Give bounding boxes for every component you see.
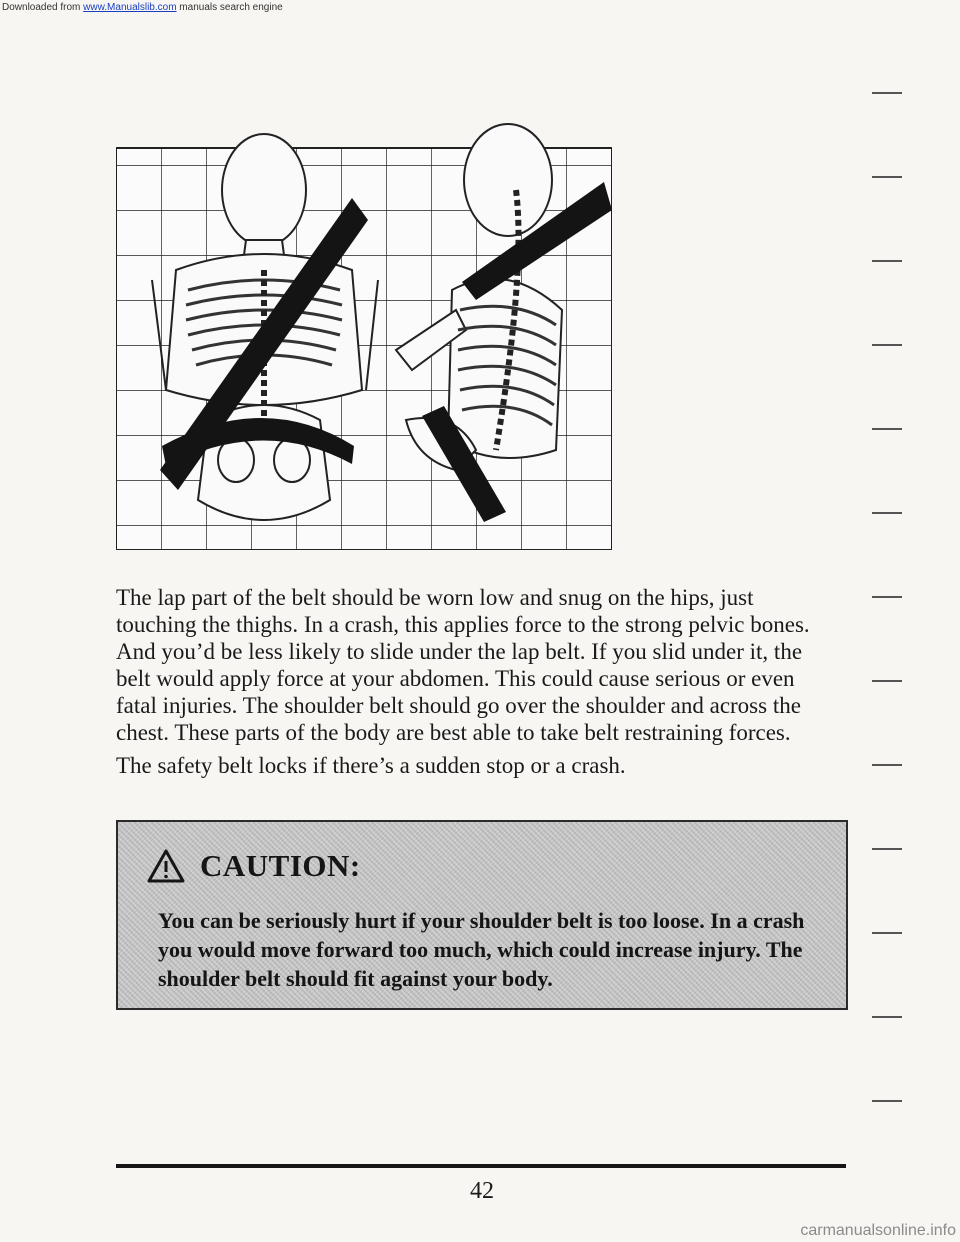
download-header	[0, 0, 960, 16]
footer-rule	[116, 1164, 846, 1168]
footer-watermark: carmanualsonline.info	[800, 1222, 956, 1239]
page-number: 42	[470, 1178, 494, 1204]
caution-title: CAUTION:	[200, 848, 361, 883]
caution-box	[116, 820, 848, 1010]
caution-text: You can be seriously hurt if your shoulder belt is too loose. In a crash you would move forward too much, which could increase injury. The shoulder belt should fit against your body.	[158, 908, 805, 991]
paragraph-belt-locks: The safety belt locks if there’s a sudden stop or a crash.	[116, 753, 626, 778]
body-text	[116, 584, 828, 785]
paragraph-lap-belt: The lap part of the belt should be worn low and snug on the hips, just touching the thighs. In a crash, this applies force to the strong pelvic bones. And you’d be less likely to slide under the lap belt. If you slid under it, the belt would apply force at your abdomen. This could cause serious or even fatal injuries. The shoulder belt should go over the shoulder and across the chest. These parts of the body are best able to take belt restraining forces.	[116, 585, 810, 745]
header-suffix: manuals search engine	[176, 2, 283, 13]
warning-triangle-icon	[146, 848, 186, 884]
manualslib-link[interactable]: www.Manualslib.com	[83, 2, 177, 13]
caution-heading	[146, 848, 361, 884]
page-edge-tabs	[872, 92, 912, 1172]
header-prefix: Downloaded from	[2, 2, 84, 13]
seat-belt-skeleton-illustration	[116, 120, 612, 550]
